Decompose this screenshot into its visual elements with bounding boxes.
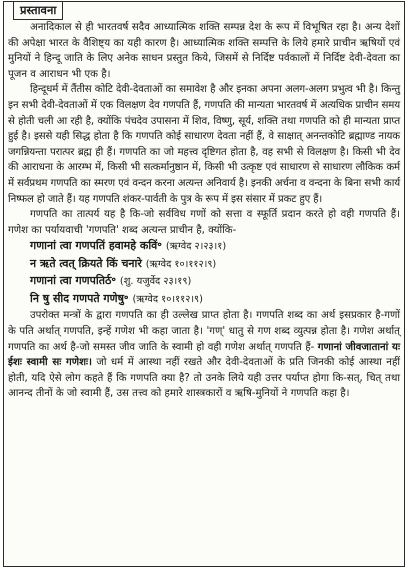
mantra-text: नि षु सीद गणपते गणेषु॰ xyxy=(30,291,129,305)
mantra-line xyxy=(8,256,400,274)
page-title: प्रस्तावना xyxy=(13,2,63,20)
mantra-reference: (ऋग्वेद १०।११२।९) xyxy=(132,293,203,305)
mantra-line xyxy=(8,238,400,256)
paragraph-closing xyxy=(8,308,400,402)
mantra-line xyxy=(8,273,400,291)
paragraph-ganapati-meaning: गणपति का तात्पर्य यह है कि-जो सर्वविध गणों को सत्ता व स्फूर्ति प्रदान करते हो वही गणपति हैं। गणेश का पर्यायवाची 'गणपति' शब्द अत्यन्त प्राचीन है, क्योंकि- xyxy=(8,209,400,236)
document-page xyxy=(3,1,405,567)
paragraph-intro: अनादिकाल से ही भारतवर्ष सदैव आध्यात्मिक शक्ति सम्पन्न देश के रूप में विभूषित रहा है। अन्य देशों की अपेक्षा भारत के वैशिष्ट्य का यही कारण है। आध्यात्मिक शक्ति सम्पत्ति के लिये हमारे प्राचीन ऋषियों एवं मुनियों ने हिन्दू जाति के लिए अनेक साधन प्रस्तुत किये, जिसमें से निर्दिष्ट पर्वकालों में निर्दिष्ट देवी-देवता का पूजन व आराधन भी एक है। xyxy=(8,22,400,80)
closing-text-2: जो धर्म में आस्था नहीं रखते और देवी-देवताओं के प्रति जिनकी कोई आस्था नहीं होती, यदि ऐसे लोग कहते हैं कि गणपति क्या है? तो उनके लिये यही उत्तर पर्याप्त होगा कि-सत्, चित् तथा आनन्द तीनों के जो स्वामी हैं, उस तत्त्व को हमारे शास्त्रकारों व ऋषि-मुनियों ने गणपति कहा है। xyxy=(8,357,400,400)
mantra-text: गणानां त्वा गणपतिं हवामहे कविं॰ xyxy=(30,239,162,253)
mantra-text: गणानां त्वा गणपतिर्ठ॰ xyxy=(30,274,117,288)
mantra-reference: (ऋग्वेद २।२३।१) xyxy=(165,241,227,253)
mantra-reference: (शु. यजुर्वेद २३।१९) xyxy=(119,276,192,288)
closing-highlight: गणानां जीवजातानां यः ईशः स्वामी सः गणेशः। xyxy=(8,341,401,369)
mantra-text: न ऋते त्वत् क्रियते किं चनारे xyxy=(30,256,142,270)
mantra-line xyxy=(8,291,400,309)
closing-text: उपरोक्त मन्त्रों के द्वारा गणपति का ही उल्लेख प्राप्त होता है। गणपति शब्द का अर्थ इसप्रकार है-गणों के पति अर्थात् गणपति, इन्हें गणेश भी कहा जाता है। 'गण्' धातु से गण शब्द व्युत्पन्न होता है। गणेश अर्थात् गणपति का अर्थ है-जो समस्त जीव जाति के स्वामी हो वही गणेश अर्थात् गणपति हैं- xyxy=(8,310,400,353)
paragraph-hindu-dharma: हिन्दूधर्म में तैंतीस कोटि देवी-देवताओं का समावेश है और इनका अपना अलग-अलग प्रभुत्व भी है। किन्तु इन सभी देवी-देवताओं में एक विलक्षण देव गणपति हैं, गणपति की मान्यता भारतवर्ष में अत्यधिक प्राचीन समय से होती चली आ रही है, क्योंकि पंचदेव उपासना में शिव, विष्णु, सूर्य, शक्ति तथा गणपति को ही मान्यता प्राप्त हुई है। इससे यही सिद्ध होता है कि गणपति कोई साधारण देवता नहीं हैं, वे साक्षात् अनन्तकोटि ब्रह्माण्ड नायक जगन्नियन्ता परात्पर ब्रह्म ही हैं। गणपति का जो महत्त्व दृष्टिगत होता है, वह सभी से विलक्षण है। किसी भी देव की आराधना के आरम्भ में, किसी भी सत्कर्मानुष्ठान में, किसी भी उत्कृष्ट एवं साधारण से साधारण लौकिक कर्म में सर्वप्रथम गणपति का स्मरण एवं वन्दन करना अत्यन्त अनिवार्य है। इनकी अर्चना व वन्दना के बिना सभी कार्य निष्फल हो जाते हैं। यह गणपति शंकर-पार्वती के पुत्र के रूप में इस संसार में प्रकट हुए हैं। xyxy=(8,84,400,205)
mantra-reference: (ऋग्वेद १०।११२।९) xyxy=(145,258,217,270)
